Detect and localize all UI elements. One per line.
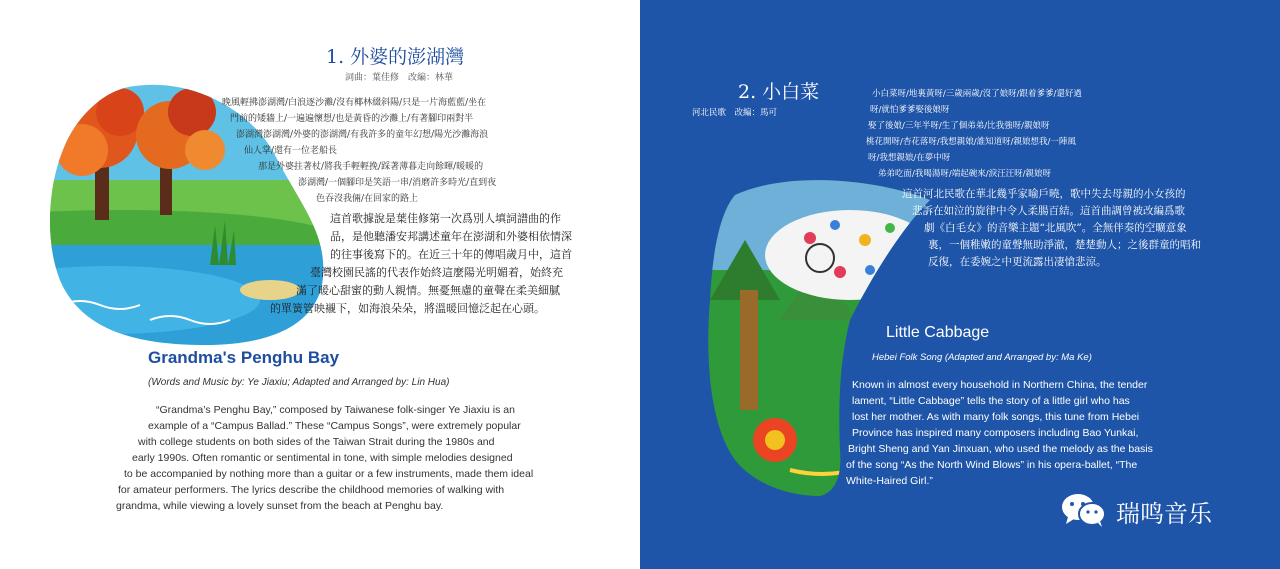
lyric-line: 晚風輕拂澎湖灣/白浪逐沙灘/沒有椰林綴斜陽/只是一片海藍藍/坐在 [222, 98, 487, 108]
description-line: lost her mother. As with many folk songs, this tune from Hebei [852, 411, 1140, 423]
song-2-chinese-credits: 河北民歌 改編：馬可 [692, 108, 778, 118]
description-line: of the song “As the North Wind Blows” in his opera-ballet, “The [846, 459, 1138, 471]
lyric-line: 弟弟吃面/我喝湯呀/端起碗來/淚汪汪呀/親娘呀 [878, 169, 1051, 179]
watermark-text: 瑞鸣音乐 [1116, 500, 1212, 528]
lyric-line: 那是外婆拄著杖/將我手輕輕挽/踩著薄暮走向餘暉/暖暖的 [258, 162, 484, 172]
watermark [1060, 488, 1240, 532]
song-2-chinese-title: 2. 小白菜 [738, 81, 820, 103]
right-page [640, 0, 1280, 569]
lyric-line: 小白菜呀/地裏黃呀/三歲兩歲/沒了娘呀/跟着爹爹/還好過 [872, 89, 1082, 99]
description-line: 品，是他聽潘安邦講述童年在澎湖和外婆相依情深 [330, 230, 572, 243]
description-line: 反復，在委婉之中更流露出凄愴悲涼。 [928, 256, 1107, 268]
wechat-icon [1060, 492, 1108, 528]
description-line: for amateur performers. The lyrics describe the childhood memories of walking with [118, 484, 505, 496]
description-line: grandma, while viewing a lovely sunset from the beach at Penghu bay. [116, 500, 444, 512]
description-line: 的單簧管映襯下，如海浪朵朵，將溫暖回憶泛起在心頭。 [270, 302, 545, 315]
description-line: 這首歌據說是葉佳修第一次爲別人填詞譜曲的作 [330, 212, 561, 225]
description-line: with college students on both sides of the Taiwan Strait during the 1980s and [138, 436, 495, 448]
description-line: Province has inspired many composers including Bao Yunkai, [852, 427, 1139, 439]
song-2-english-credits: Hebei Folk Song (Adapted and Arranged by: Ma Ke) [872, 352, 1092, 363]
description-line: 劇《白毛女》的音樂主題“北風吹”。全無伴奏的空曠意象 [924, 222, 1187, 234]
description-line: example of a “Campus Ballad.” These “Campus Songs”, were extremely popular [148, 420, 521, 432]
song-1-english-title: Grandma's Penghu Bay [148, 348, 340, 367]
lyric-line: 澎湖灣/一個腳印是笑語一串/消磨許多時光/直到夜 [298, 178, 497, 188]
description-line: 裏，一個稚嫩的童聲無助淨澈，楚楚動人；之後群童的唱和 [928, 239, 1201, 251]
description-line: 的往事後寫下的。在近三十年的傳唱歲月中，這首 [330, 248, 572, 261]
lyric-line: 色吞沒我倆/在回家的路上 [316, 194, 419, 204]
song-1-chinese-credits: 詞曲：葉佳修 改編：林華 [345, 73, 454, 83]
description-line: 這首河北民歌在華北幾乎家喻戶曉，歌中失去母親的小女孩的 [902, 188, 1186, 200]
song-1-english-credits: (Words and Music by: Ye Jiaxiu; Adapted and Arranged by: Lin Hua) [148, 377, 450, 388]
lyric-line: 門前的矮牆上/一遍遍懷想/也是黃昏的沙灘上/有著腳印兩對半 [230, 114, 474, 124]
lyric-line: 桃花開呀/杏花落呀/我想親娘/誰知道呀/親娘想我/一陣風 [866, 137, 1076, 147]
lyric-line: 娶了後娘/三年半呀/生了個弟弟/比我強呀/親娘呀 [868, 121, 1050, 131]
description-line: to be accompanied by nothing more than a guitar or a few instruments, made them ideal [124, 468, 534, 480]
description-line: Bright Sheng and Yan Jinxuan, who used the melody as the basis [848, 443, 1153, 455]
description-line: lament, “Little Cabbage” tells the story of a little girl who has [852, 395, 1130, 407]
description-line: early 1990s. Often romantic or sentimental in tone, with simple melodies designed [132, 452, 513, 464]
lyric-line: 呀/就怕爹爹娶後娘呀 [870, 105, 950, 115]
description-line: 臺灣校園民謠的代表作始終這麼陽光明媚着，始終充 [310, 266, 563, 279]
song-1-chinese-title: 1. 外婆的澎湖灣 [326, 46, 465, 68]
description-line: 滿了暖心甜蜜的動人親情。無憂無慮的童聲在柔美細膩 [296, 284, 560, 297]
description-line: White-Haired Girl.” [846, 475, 933, 487]
description-line: 悲訴在如泣的旋律中令人柔腸百結。這首曲調曾被改編爲歌 [912, 205, 1185, 217]
lyric-line: 澎湖灣澎湖灣/外婆的澎湖灣/有我許多的童年幻想/陽光沙灘海浪 [236, 130, 489, 140]
song-2-english-title: Little Cabbage [886, 324, 990, 341]
description-line: Known in almost every household in Northern China, the tender [852, 379, 1148, 391]
lyric-line: 仙人掌/還有一位老船長 [244, 146, 338, 156]
lyric-line: 呀/我想親娘/在夢中呀 [868, 153, 951, 163]
description-line: “Grandma’s Penghu Bay,” composed by Taiwanese folk-singer Ye Jiaxiu is an [156, 404, 515, 416]
